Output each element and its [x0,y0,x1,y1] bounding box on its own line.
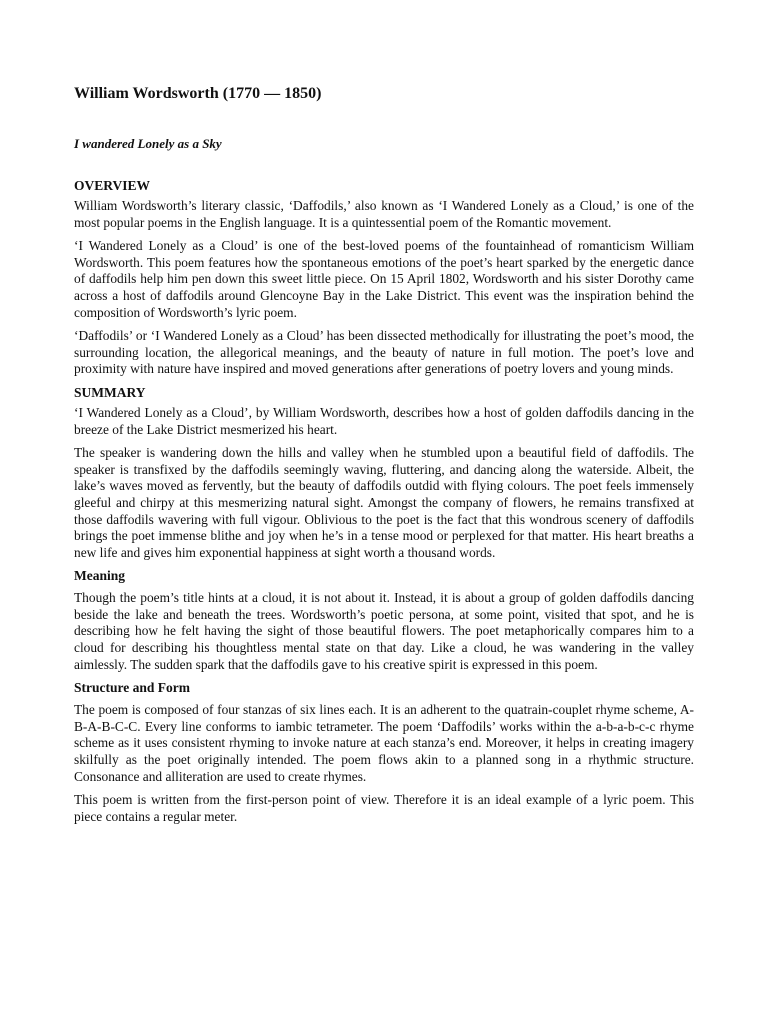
poem-subtitle: I wandered Lonely as a Sky [74,136,222,151]
section-heading: Meaning [74,568,126,584]
document-page [74,84,694,832]
section-overview [74,178,694,378]
document-title: William Wordsworth (1770 — 1850) [74,85,322,102]
paragraph: William Wordsworth’s literary classic, ‘Daffodils,’ also known as ‘I Wandered Lonely as a Cloud,’ is one of the most popular poems in the English language. It is a quintessential poem of the Romantic movement. [74,198,694,230]
paragraph: This poem is written from the first-person point of view. Therefore it is an ideal example of a lyric poem. This piece contains a regular meter. [74,792,694,824]
section-summary [74,385,694,561]
paragraph: Though the poem’s title hints at a cloud, it is not about it. Instead, it is about a group of golden daffodils dancing beside the lake and beneath the trees. Wordsworth’s poetic persona, at some point, visited that spot, and he is describing how he felt having the sight of those beautiful flowers. The poet metaphorically compares him to a cloud for describing his thoughtless mental state on that day. Like a cloud, he was wandering in the valley aimlessly. The sudden spark that the daffodils gave to his creative spirit is expressed in this poem. [74,590,694,672]
section-meaning [74,568,694,673]
section-structure-and-form [74,680,694,825]
paragraph: The speaker is wandering down the hills and valley when he stumbled upon a beautiful field of daffodils. The speaker is transfixed by the daffodils seemingly waving, fluttering, and dancing along the waterside. Albeit, the lake’s waves moved as fervently, but the beauty of daffodils outdid with flying colours. The poet feels immensely gleeful and chirpy at this mesmerizing natural sight. Amongst the company of flowers, he remains transfixed at those daffodils wavering with full vigour. Oblivious to the poet is the fact that this wondrous scenery of daffodils brings the poet immense blithe and joy when he’s in a tense mood or perplexed for that matter. His heart breaths a new life and gives him exponential happiness at sight worth a thousand words. [74,445,694,560]
paragraph: The poem is composed of four stanzas of six lines each. It is an adherent to the quatrain-couplet rhyme scheme, A-B-A-B-C-C. Every line conforms to iambic tetrameter. The poem ‘Daffodils’ works within the a-b-a-b-c-c rhyme scheme as it uses consistent rhyming to invoke nature at each stanza’s end. Moreover, it helps in creating imagery skilfully as the poet originally intended. The poem flows akin to a planned song in a rhythmic structure. Consonance and alliteration are used to create rhymes. [74,702,694,784]
section-heading: Structure and Form [74,680,190,696]
paragraph: ‘Daffodils’ or ‘I Wandered Lonely as a Cloud’ has been dissected methodically for illustrating the poet’s mood, the surrounding location, the allegorical meanings, and the beauty of nature in full motion. The poet’s love and proximity with nature have inspired and moved generations after generations of poetry lovers and young minds. [74,328,694,377]
paragraph: ‘I Wandered Lonely as a Cloud’, by William Wordsworth, describes how a host of golden daffodils dancing in the breeze of the Lake District mesmerized his heart. [74,404,694,437]
section-heading: SUMMARY [74,384,146,400]
paragraph: ‘I Wandered Lonely as a Cloud’ is one of the best-loved poems of the fountainhead of romanticism William Wordsworth. This poem features how the spontaneous emotions of the poet’s heart sparked by the energetic dance of daffodils help him pen down this sweet little piece. On 15 April 1802, Wordsworth and his sister Dorothy came across a host of daffodils around Glencoyne Bay in the Lake District. This event was the inspiration behind the composition of Wordsworth’s lyric poem. [74,238,694,320]
section-heading: OVERVIEW [74,178,151,193]
